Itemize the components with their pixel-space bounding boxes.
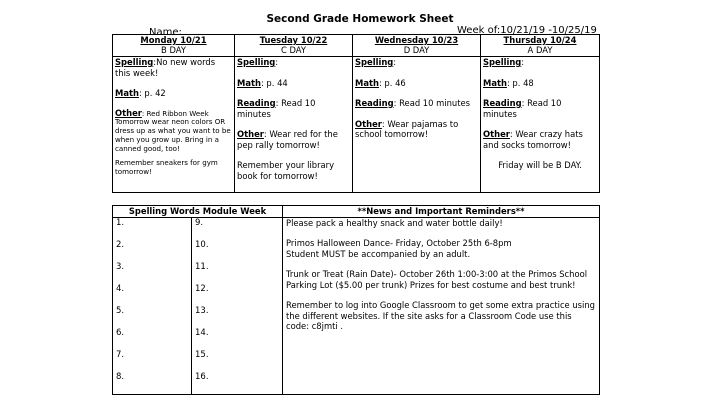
spelling-word-slot: 14. <box>195 327 209 338</box>
other-label: Other <box>237 129 264 139</box>
spelling-text: :No new words this week! <box>115 57 216 78</box>
day-header-tuesday <box>235 35 353 57</box>
news-item-adult-note: Student MUST be accompanied by an adult. <box>286 248 471 259</box>
other-label: Other <box>483 129 510 139</box>
spelling-word-slot: 10. <box>195 239 209 250</box>
day-cell-thursday <box>481 57 600 193</box>
reminder-note: Remember your library book for tomorrow! <box>237 160 335 181</box>
other-text: : Wear red for the pep rally tomorrow! <box>237 129 338 150</box>
day-type: D DAY <box>403 45 430 55</box>
spelling-line <box>237 57 350 68</box>
other-label: Other <box>355 118 382 129</box>
news-header: **News and Important Reminders** <box>283 206 600 218</box>
day-content-row <box>113 57 600 193</box>
spelling-line <box>115 57 232 78</box>
other-line <box>237 129 350 150</box>
reading-label: Reading <box>237 98 276 108</box>
reminder-note: Remember sneakers for gym tomorrow! <box>115 158 218 177</box>
spelling-word-slot: 4. <box>116 283 125 294</box>
day-type: A DAY <box>527 45 553 55</box>
daily-homework-table <box>112 34 600 193</box>
reading-text: : Read 10 minutes <box>483 98 562 119</box>
spelling-word-slot: 12. <box>195 283 209 294</box>
spelling-word-slot: 7. <box>116 349 125 360</box>
day-cell-wednesday <box>353 57 481 193</box>
math-label: Math <box>355 77 379 88</box>
other-text: : Wear pajamas to school tomorrow! <box>355 118 459 139</box>
words-and-news-table <box>112 205 600 395</box>
day-cell-tuesday <box>235 57 353 193</box>
math-text: : p. 44 <box>260 77 288 88</box>
math-label: Math <box>237 77 261 88</box>
math-line <box>483 78 597 89</box>
spelling-words-left-column <box>113 217 192 394</box>
news-item-dance: Primos Halloween Dance- Friday, October 25th 6-8pm <box>286 238 512 248</box>
spelling-word-slot: 15. <box>195 349 209 360</box>
math-line <box>237 78 350 89</box>
spelling-line <box>483 57 597 68</box>
spelling-label: Spelling <box>355 57 394 67</box>
spelling-word-slot: 3. <box>116 261 125 272</box>
day-type: C DAY <box>280 45 306 55</box>
spelling-label: Spelling <box>115 57 154 67</box>
spelling-word-slot: 16. <box>195 371 209 382</box>
other-line <box>115 109 232 154</box>
reading-line <box>355 98 478 109</box>
math-text: : p. 46 <box>378 77 406 88</box>
math-text: : p. 48 <box>506 77 534 88</box>
other-line <box>483 129 597 150</box>
spelling-word-slot: 1. <box>116 217 125 228</box>
day-name: Tuesday 10/22 <box>259 35 328 45</box>
bottom-header-row <box>113 206 600 218</box>
spelling-word-list-right <box>195 218 279 394</box>
spelling-words-right-column <box>192 217 283 394</box>
day-name: Monday 10/21 <box>140 35 207 45</box>
other-label: Other <box>115 107 142 118</box>
spelling-label: Spelling <box>483 57 522 67</box>
spelling-word-slot: 13. <box>195 305 209 316</box>
spelling-words-header: Spelling Words Module Week <box>113 206 283 218</box>
reading-text: : Read 10 minutes <box>237 98 316 119</box>
spelling-word-slot: 6. <box>116 327 125 338</box>
spelling-text: : <box>275 57 279 67</box>
math-label: Math <box>115 88 139 98</box>
bottom-content-row <box>113 217 600 394</box>
day-header-row <box>113 35 600 57</box>
spelling-word-slot: 2. <box>116 239 125 250</box>
math-label: Math <box>483 77 507 88</box>
day-name: Wednesday 10/23 <box>374 35 459 45</box>
math-line <box>355 78 478 89</box>
other-line <box>355 119 478 140</box>
spelling-text: : <box>521 57 525 67</box>
spelling-line <box>355 57 478 68</box>
day-header-monday <box>113 35 235 57</box>
day-header-wednesday <box>353 35 481 57</box>
spelling-word-list-left <box>116 218 188 394</box>
reading-label: Reading <box>483 98 522 108</box>
reminder-note: Friday will be B DAY. <box>498 160 582 170</box>
other-text: : Wear crazy hats and socks tomorrow! <box>483 129 583 150</box>
spelling-word-slot: 5. <box>116 305 125 316</box>
spelling-text: : <box>393 57 397 67</box>
reading-label: Reading <box>355 98 394 108</box>
math-text: : p. 42 <box>138 88 166 98</box>
news-item-trunk-or-treat: Trunk or Treat (Rain Date)- October 26th 1:00-3:00 at the Primos School Parking Lot ($5.00 per trunk) Prizes for best costume and best trunk! <box>286 269 588 290</box>
spelling-label: Spelling <box>237 57 276 67</box>
reading-text: : Read 10 minutes <box>393 98 471 108</box>
day-cell-monday <box>113 57 235 193</box>
spelling-word-slot: 9. <box>195 217 204 228</box>
news-item-google-classroom: Remember to log into Google Classroom to get some extra practice using the different websites. If the site asks for a Classroom Code use this code: c8jmti . <box>286 300 595 331</box>
other-text: : Red Ribbon Week Tomorrow wear neon colors OR dress up as what you want to be when you grow up. Bring in a canned good, too! <box>115 108 231 153</box>
reading-line <box>483 98 597 119</box>
page-title: Second Grade Homework Sheet <box>266 13 454 25</box>
spelling-word-slot: 8. <box>116 371 125 382</box>
news-item-snack: Please pack a healthy snack and water bottle daily! <box>286 217 503 228</box>
day-type: B DAY <box>161 45 186 55</box>
news-reminders-cell <box>283 217 600 394</box>
reading-line <box>237 98 350 119</box>
week-of: Week of:10/21/19 -10/25/19 <box>457 25 597 36</box>
math-line <box>115 88 232 99</box>
spelling-word-slot: 11. <box>195 261 209 272</box>
name-label: Name: <box>149 27 182 38</box>
day-name: Thursday 10/24 <box>503 35 577 45</box>
day-header-thursday <box>481 35 600 57</box>
